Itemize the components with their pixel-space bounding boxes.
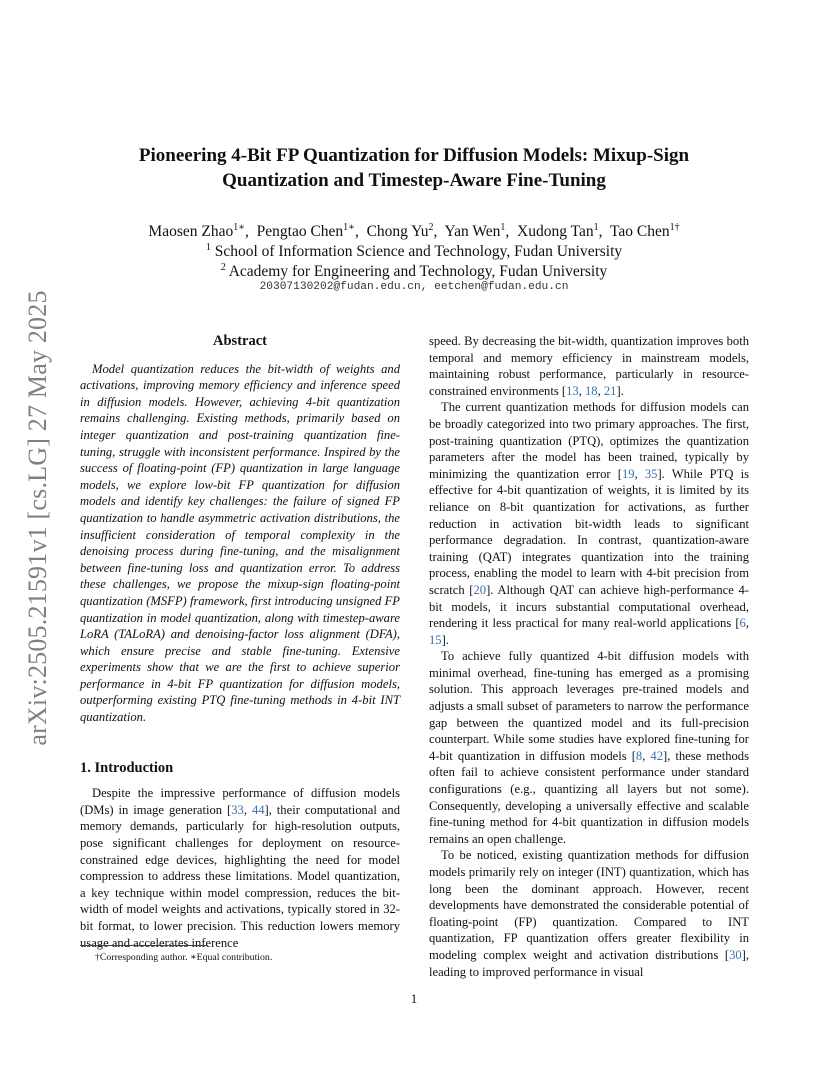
- intro-paragraph-2: The current quantization methods for diffusion models can be broadly categorized into two primary approaches. The first, post-training quantization (PTQ), optimizes the quantization parameters after the model has been trained, typically by minimizing the quantization error [19, 35]. While PTQ is effective for 4-bit quantization of weights, it is limited by its reliance on 8-bit quantization for activations, as further reduction in activation bit-width leads to significant performance degradation. In contrast, quantization-aware training (QAT) integrates quantization into the training process, enabling the model to learn with 4-bit precision from scratch [20]. Although QAT can achieve high-performance 4-bit models, it incurs substantial computational overhead, rendering it less practical for many real-world applications [6, 15].: [429, 400, 749, 647]
- author: Tao Chen$^{1\dagger}$: [609, 222, 680, 241]
- citation-link[interactable]: 8: [635, 748, 643, 763]
- left-column: [80, 333, 400, 951]
- abstract-text: Model quantization reduces the bit-width of weights and activations, improving memory efficiency and inference speed in diffusion models. However, achieving 4-bit quantization remains challenging. Existing methods, primarily based on integer quantization and post-training quantization fine-tuning, struggle with inconsistent performance. Inspired by the success of floating-point (FP) quantization in large language models, we explore low-bit FP quantization for diffusion models and identify key challenges: the failure of signed FP quantization to handle asymmetric activation distributions, the insufficient consideration of temporal complexity in the denoising process during fine-tuning, and the misalignment between fine-tuning loss and quantization error. To address these challenges, we propose the mixup-sign floating-point quantization (MSFP) framework, first introducing unsigned FP quantization in model quantization, along with timestep-aware LoRA (TALoRA) and denoising-factor loss alignment (DFA), which ensure precise and stable fine-tuning. Extensive experiments show that we are the first to achieve superior performance in 4-bit FP quantization for diffusion models, outperforming existing PTQ fine-tuning methods in 4-bit INT quantization.: [80, 361, 400, 725]
- intro-paragraph-3: To achieve fully quantized 4-bit diffusion models with minimal overhead, fine-tuning has emerged as a promising solution. This approach leverages pre-trained models and adjusts a small subset of parameters to narrow the performance gap between the quantized model and its full-precision counterpart. While some studies have explored fine-tuning for 4-bit quantization in diffusion models [8, 42], these methods often fail to achieve consistent performance under standard configurations (e.g., quantizing all layers but not some). Consequently, developing a universally effective and scalable fine-tuning method for 4-bit quantization in diffusion models remains an open challenge.: [429, 649, 749, 846]
- citation-link[interactable]: 13: [566, 383, 579, 398]
- citation-link[interactable]: 6: [739, 616, 746, 631]
- citation-link[interactable]: 42: [650, 748, 663, 763]
- author-emails: 20307130202@fudan.edu.cn, eetchen@fudan.edu.cn: [259, 281, 569, 293]
- citation-link[interactable]: 18: [584, 383, 598, 398]
- title-line-1: Pioneering 4-Bit FP Quantization for Diffusion Models: Mixup-Sign: [138, 145, 690, 166]
- citation-link[interactable]: 30: [729, 947, 742, 962]
- author: Chong Yu$^2$: [366, 222, 434, 241]
- intro-paragraph-4: To be noticed, existing quantization methods for diffusion models primarily rely on integer (INT) quantization, which has long been the dominant approach. However, recent developments have demonstrated the considerable potential of floating-point (FP) quantization. Compared to INT quantization, FP quantization offers greater flexibility in modeling complex weight and activation distributions [30], leading to improved performance in visual: [429, 848, 749, 979]
- footnote-rule: [80, 945, 208, 946]
- citation-link[interactable]: 35: [644, 466, 658, 481]
- citation-link[interactable]: 20: [473, 582, 487, 597]
- citation-link[interactable]: 15: [429, 632, 442, 647]
- arxiv-sidebar: [18, 278, 58, 758]
- affiliation-1: $^1$ School of Information Science and Technology, Fudan University: [205, 242, 623, 261]
- author-list: Maosen Zhao$^{1∗}$, Pengtao Chen$^{1∗}$, Chong Yu$^2$, Yan Wen$^1$, Xudong Tan$^1$, Tao Chen$^{1\dagger}$: [148, 222, 680, 241]
- intro-paragraph-continued: speed. By decreasing the bit-width, quantization improves both temporal and memory efficiency in mainstream models, maintaining robust performance, particularly in resource-constrained environments [13, 18, 21].: [429, 334, 749, 398]
- citation-link[interactable]: 44: [251, 802, 265, 817]
- citation-link[interactable]: 21: [603, 383, 617, 398]
- abstract-heading: Abstract: [213, 333, 267, 349]
- page-number: 1: [410, 991, 418, 1006]
- author: Pengtao Chen$^{1∗}$: [256, 222, 355, 241]
- paper-title: [100, 143, 728, 193]
- footnote: †Corresponding author. ∗Equal contribution.: [95, 952, 273, 963]
- section-heading-introduction: 1. Introduction: [80, 759, 174, 776]
- intro-paragraph-1: Despite the impressive performance of diffusion models (DMs) in image generation [33, 44], their computational and memory demands, particularly for high-resolution outputs, pose significant challenges for deployment on resource-constrained edge devices, highlighting the need for model compression to address these limitations. Model quantization, a key technique within model compression, reduces the bit-width of model weights and activations, typically stored in 32-bit format, to lower precision. This reduction lowers memory usage and accelerates inference: [80, 786, 400, 950]
- author: Xudong Tan$^1$: [517, 222, 599, 241]
- right-column: [429, 333, 749, 980]
- affiliation-2: $^2$ Academy for Engineering and Technology, Fudan University: [220, 262, 608, 281]
- citation-link[interactable]: 33: [231, 802, 244, 817]
- citation-link[interactable]: 19: [621, 466, 635, 481]
- author: Maosen Zhao$^{1∗}$: [148, 222, 246, 241]
- title-line-2: Quantization and Timestep-Aware Fine-Tuning: [222, 170, 606, 191]
- arxiv-identifier: arXiv:2505.21591v1 [cs.LG] 27 May 2025: [23, 290, 52, 746]
- author: Yan Wen$^1$: [444, 222, 506, 241]
